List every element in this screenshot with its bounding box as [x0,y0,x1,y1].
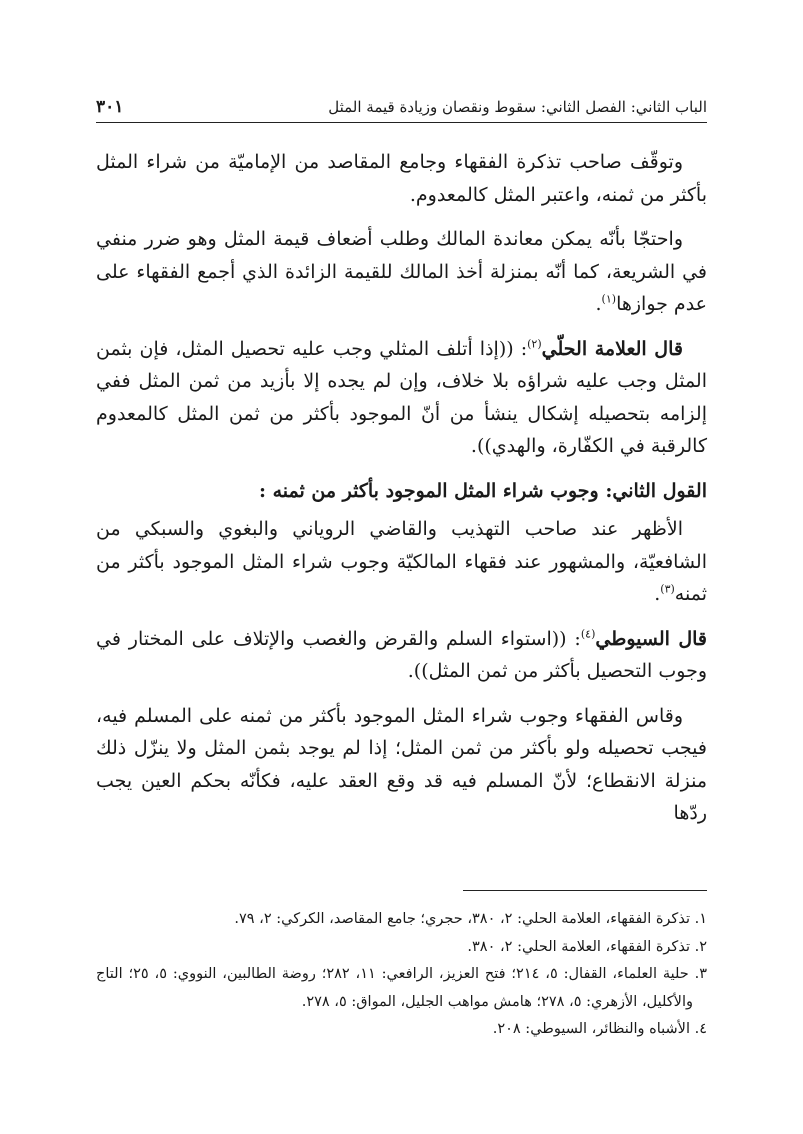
footnote-ref-1: (١) [601,292,617,306]
paragraph-3-text: : ((إذا أتلف المثلي وجب عليه تحصيل المثل، فإن بثمن المثل وجب عليه شراؤه بلا خلاف، وإن لم يجده إلا بأزيد من ثمن المثل ففي إلزامه بتحصيله إشكال ينشأ من أنّ الموجود بأكثر من ثمن المثل كالمعدوم كالرقبة في الكفّارة، والهدي)). [96,337,707,457]
paragraph-2 [96,223,707,321]
paragraph-4-text: الأظهر عند صاحب التهذيب والقاضي الروياني والبغوي والسبكي من الشافعيّة، والمشهور عند فقهاء المالكيّة وجوب شراء المثل الموجود بأكثر من ثمنه [96,518,707,605]
section-heading: القول الثاني: وجوب شراء المثل الموجود بأكثر من ثمنه : [258,479,707,502]
footnote-1: ١. تذكرة الفقهاء، العلامة الحلي: ٢، ٣٨٠، حجري؛ جامع المقاصد، الكركي: ٢، ٧٩. [234,911,707,927]
footnote-ref-2: (٢) [527,337,542,351]
main-text [96,146,707,842]
footnote-3: ٣. حلية العلماء، القفال: ٥، ٢١٤؛ فتح العزيز، الرافعي: ١١، ٢٨٢؛ روضة الطالبين، النووي: ٥، ٢٥؛ التاج والأكليل، الأزهري: ٥، ٢٧٨؛ هامش مواهب الجليل، المواق: ٥، ٢٧٨. [96,966,707,1010]
paragraph-4 [96,513,707,611]
footnote-divider [463,890,707,891]
running-header [96,88,707,123]
paragraph-4-end: . [654,583,661,605]
paragraph-1-text: وتوقّف صاحب تذكرة الفقهاء وجامع المقاصد من الإماميّة من شراء المثل بأكثر من ثمنه، واعتبر المثل كالمعدوم. [96,151,707,206]
paragraph-5-text: : ((استواء السلم والقرض والغصب والإتلاف على المختار في وجوب التحصيل بأكثر من ثمن المثل)). [96,627,707,682]
paragraph-6 [96,700,707,830]
footnote-4: ٤. الأشباه والنظائر، السيوطي: ٢٠٨. [492,1021,707,1037]
quote-lead-hilli: قال العلامة الحلّي [541,337,683,360]
paragraph-1 [96,146,707,211]
paragraph-6-text: وقاس الفقهاء وجوب شراء المثل الموجود بأكثر من ثمنه على المسلم فيه، فيجب تحصيله ولو بأكثر من ثمن المثل؛ إذا لم يوجد بثمن المثل ولا ينزّل ذلك منزلة الانقطاع؛ لأنّ المسلم فيه قد وقع العقد عليه، فكأنّه بحكم العين يجب ردّها [96,704,707,824]
paragraph-2-end: . [595,293,602,315]
footnote-ref-4: (٤) [580,627,596,641]
page-number: ٣٠١ [96,97,124,117]
paragraph-5 [96,623,707,688]
footnote-ref-3: (٣) [660,582,675,596]
footnote-2: ٢. تذكرة الفقهاء، العلامة الحلي: ٢، ٣٨٠. [467,938,707,955]
quote-lead-suyuti: قال السيوطي [595,627,707,650]
paragraph-3 [96,333,707,463]
footnotes [96,906,707,1044]
chapter-title: الباب الثاني: الفصل الثاني: سقوط ونقصان وزيادة قيمة المثل [328,98,707,116]
paragraph-2-text: واحتجّا بأنّه يمكن معاندة المالك وطلب أضعاف قيمة المثل وهو ضرر منفي في الشريعة، كما أنّه بمنزلة أخذ المالك للقيمة الزائدة الذي أجمع الفقهاء على عدم جوازها [96,228,707,315]
